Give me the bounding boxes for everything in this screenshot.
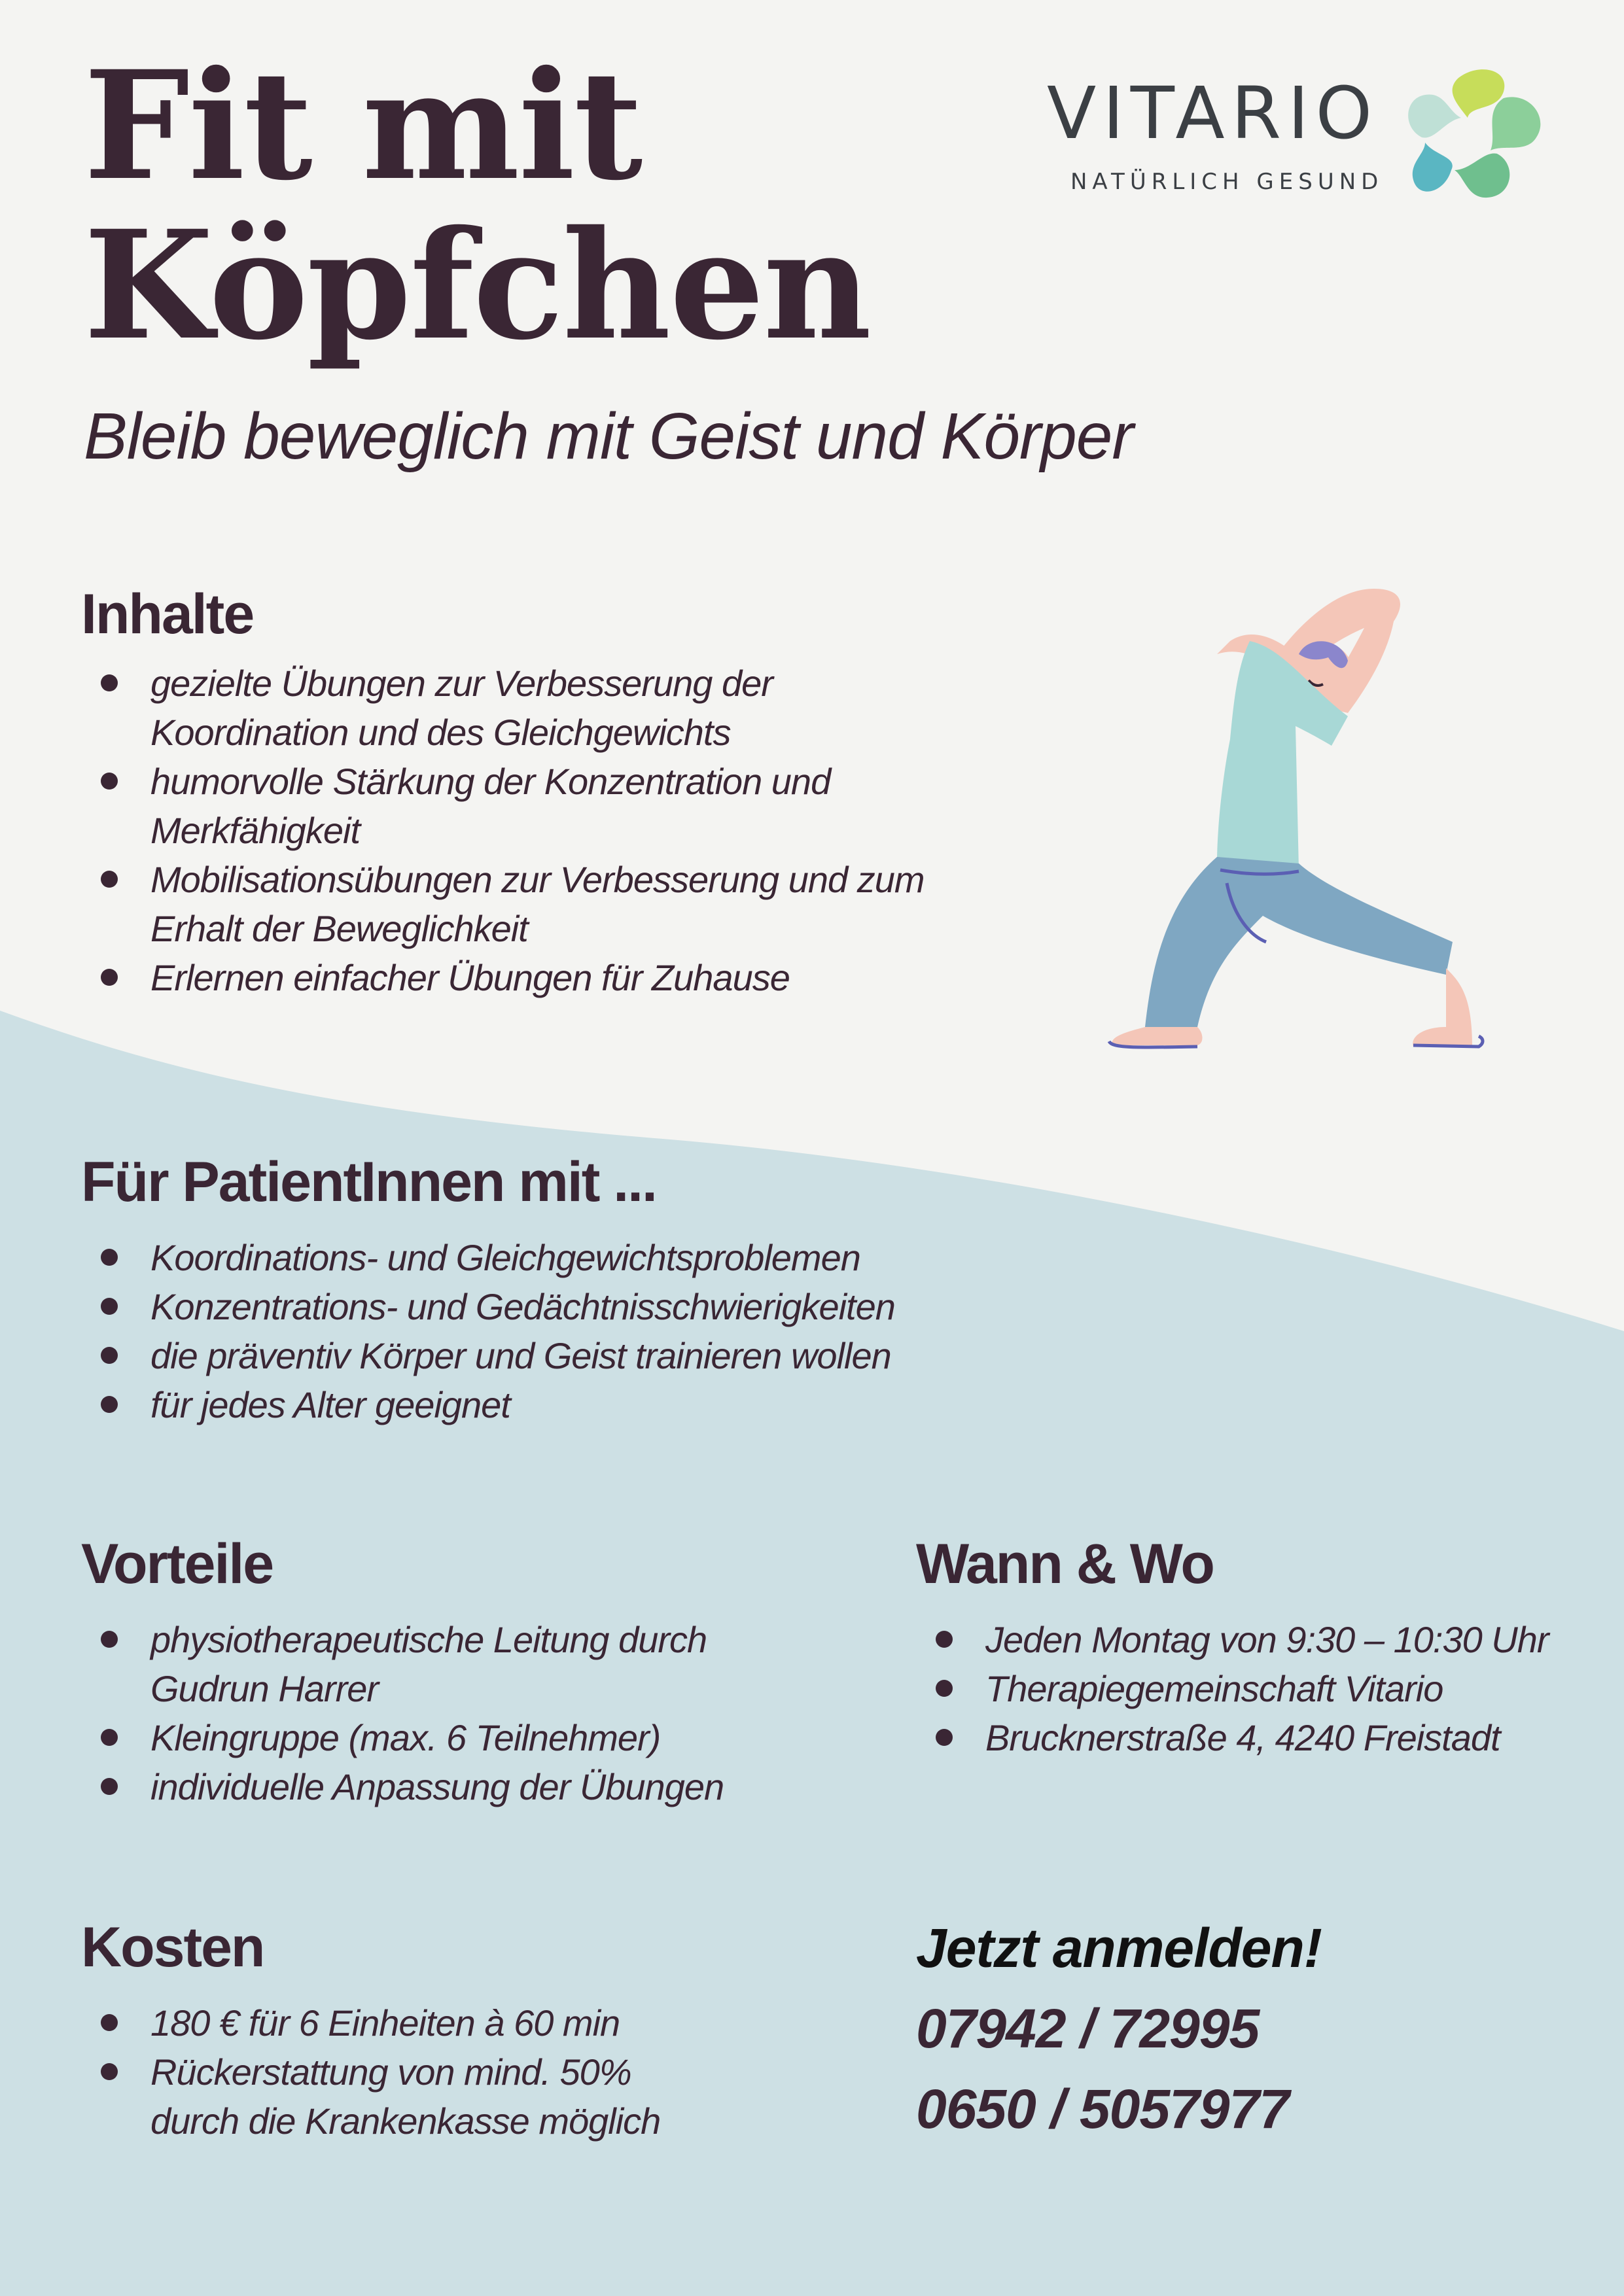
- patienten-list: [81, 1233, 1128, 1429]
- contact-block: [916, 1917, 1610, 2141]
- section-kosten: [81, 1915, 866, 2146]
- list-item-line-1: Mobilisationsübungen zur Verbesserung und zum: [150, 859, 925, 900]
- list-item-line-1: Erlernen einfacher Übungen für Zuhause: [150, 957, 790, 998]
- wann-wo-list: [916, 1615, 1610, 1762]
- section-heading-patienten: Für PatientInnen mit ...: [81, 1151, 656, 1213]
- list-item: Koordinations- und Gleichgewichtsproblemen: [81, 1233, 1128, 1282]
- logo-tagline: NATÜRLICH GESUND: [1070, 169, 1384, 195]
- page-subtitle: Bleib beweglich mit Geist und Körper: [84, 400, 1133, 473]
- list-item-line-1: Kleingruppe (max. 6 Teilnehmer): [150, 1717, 661, 1758]
- list-item-line-1: physiotherapeutische Leitung durch: [150, 1619, 707, 1660]
- list-item: die präventiv Körper und Geist trainieren wollen: [81, 1331, 1128, 1380]
- list-item-line-2: Gudrun Harrer: [150, 1668, 379, 1709]
- kosten-list: [81, 1998, 866, 2146]
- vitario-logo: [1047, 65, 1544, 203]
- list-item-line-2: durch die Krankenkasse möglich: [150, 2100, 661, 2142]
- title-line-1: Fit mit: [84, 38, 642, 213]
- list-item-line-2: Erhalt der Beweglichkeit: [150, 908, 528, 949]
- section-heading-vorteile: Vorteile: [81, 1533, 274, 1595]
- list-item-line-1: gezielte Übungen zur Verbesserung der: [150, 663, 773, 704]
- list-item-line-1: 180 € für 6 Einheiten à 60 min: [150, 2002, 620, 2044]
- vorteile-list: [81, 1615, 866, 1811]
- logo-wordmark: VITARIO: [1047, 71, 1379, 155]
- section-patienten: [81, 1150, 1128, 1429]
- section-vorteile: [81, 1532, 866, 1811]
- section-inhalte: [81, 582, 971, 1002]
- title-line-2: Köpfchen: [84, 198, 871, 373]
- list-item-line-1: Rückerstattung von mind. 50%: [150, 2051, 631, 2093]
- list-item: [81, 1713, 866, 1762]
- section-heading-wann-wo: Wann & Wo: [916, 1533, 1214, 1595]
- list-item-line-2: Koordination und des Gleichgewichts: [150, 712, 731, 753]
- list-item: [81, 1762, 866, 1811]
- logo-leaf-icon: [1405, 65, 1544, 199]
- register-cta: Jetzt anmelden!: [916, 1917, 1322, 1979]
- stretching-person-illustration: [1001, 576, 1498, 1060]
- list-item-line-1: individuelle Anpassung der Übungen: [150, 1766, 724, 1807]
- list-item: [81, 855, 971, 953]
- list-item: Konzentrations- und Gedächtnisschwierigkeiten: [81, 1282, 1128, 1331]
- list-item: [81, 757, 971, 855]
- inhalte-list: [81, 659, 971, 1002]
- list-item-line-2: Merkfähigkeit: [150, 810, 361, 851]
- list-item: [81, 2047, 866, 2146]
- list-item: Therapiegemeinschaft Vitario: [916, 1664, 1610, 1713]
- section-heading-inhalte: Inhalte: [81, 583, 254, 646]
- phone-number-2[interactable]: 0650 / 5057977: [916, 2078, 1289, 2140]
- list-item: [81, 1615, 866, 1713]
- section-wann-wo: [916, 1532, 1610, 1762]
- list-item: [81, 953, 971, 1002]
- list-item: Jeden Montag von 9:30 – 10:30 Uhr: [916, 1615, 1610, 1664]
- page-title: [84, 38, 871, 373]
- phone-number-1[interactable]: 07942 / 72995: [916, 1998, 1260, 2059]
- list-item: [81, 659, 971, 757]
- list-item: Brucknerstraße 4, 4240 Freistadt: [916, 1713, 1610, 1762]
- list-item-line-1: humorvolle Stärkung der Konzentration und: [150, 761, 831, 802]
- list-item: [81, 1998, 866, 2047]
- section-heading-kosten: Kosten: [81, 1916, 264, 1979]
- list-item: für jedes Alter geeignet: [81, 1380, 1128, 1429]
